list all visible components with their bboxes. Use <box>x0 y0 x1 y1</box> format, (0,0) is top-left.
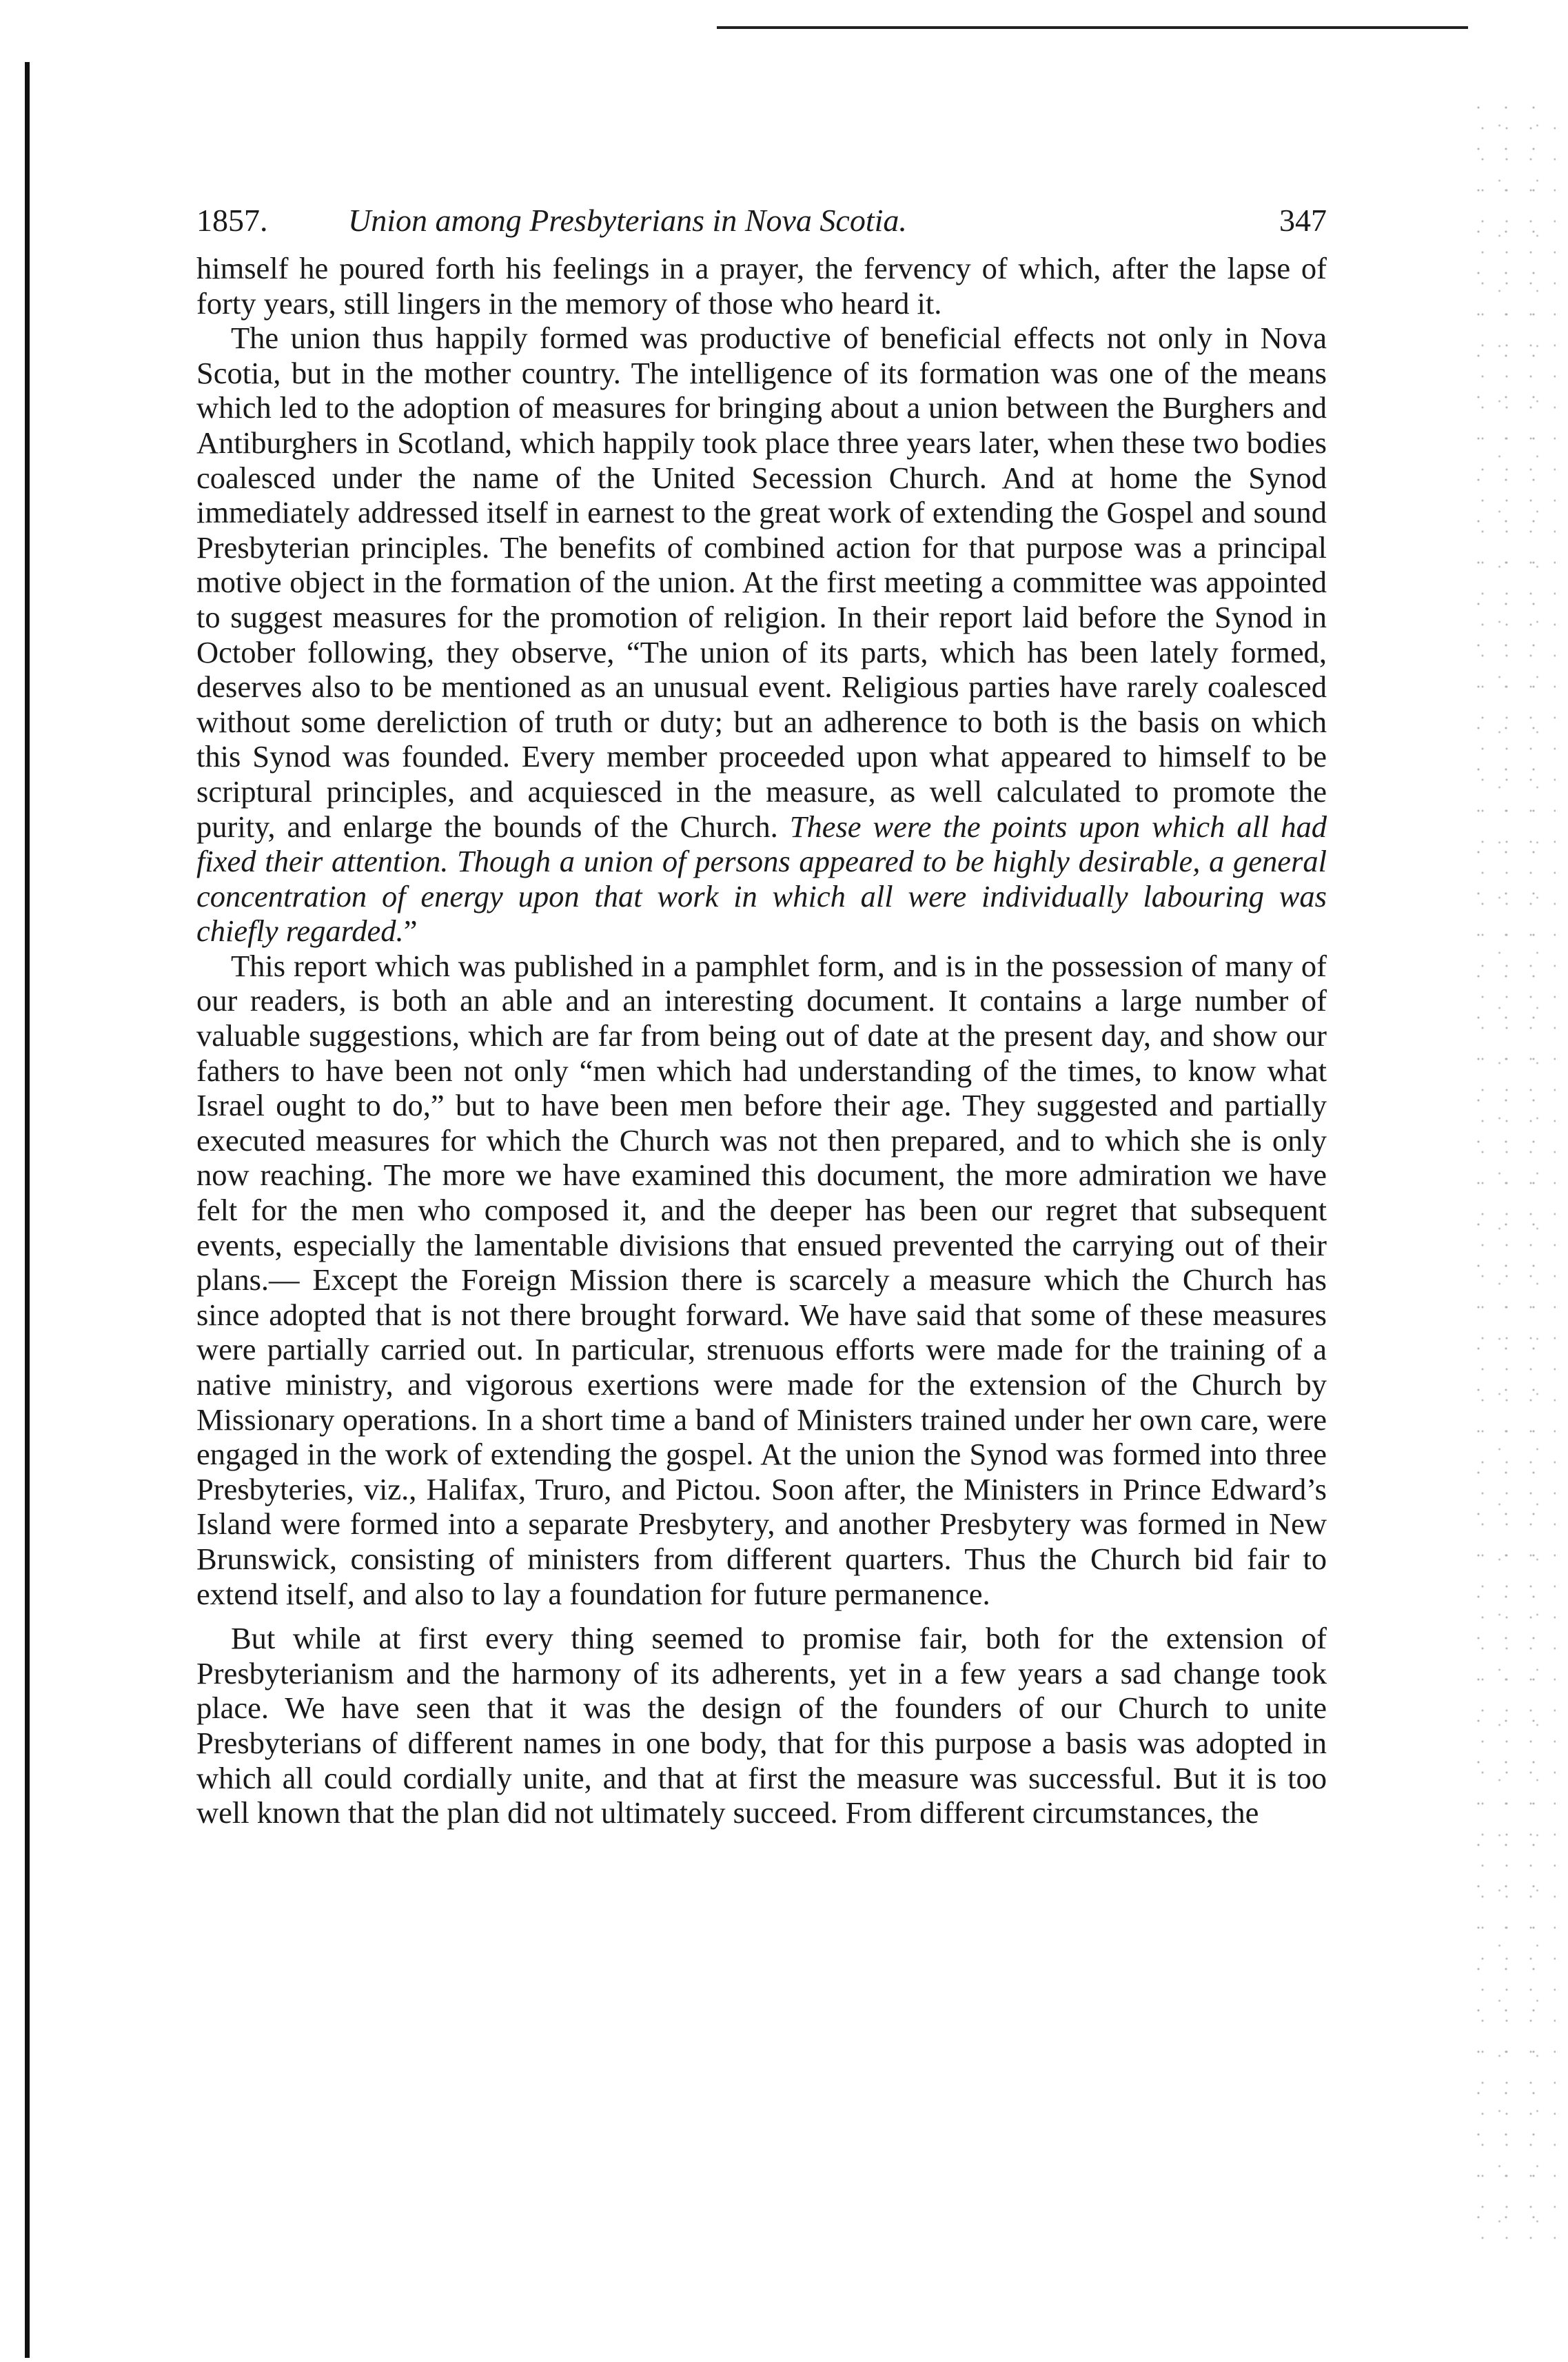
body-text <box>196 251 1327 1830</box>
paragraph-4: But while at first every thing seemed to promise fair, both for the extension of Presbyterianism and the harmony of its adherents, yet in a few years a sad change took place. We have seen that it was the design of the founders of our Church to unite Presbyterians of different names in one body, that for this purpose a basis was adopted in which all could cordially unite, and that at first the measure was successful. But it is too well known that the plan did not ultimately succeed. From different circumstances, the <box>196 1621 1327 1830</box>
paragraph-3: This report which was published in a pamphlet form, and is in the possession of many of our readers, is both an able and an interesting document. It contains a large number of valuable suggestions, which are far from being out of date at the present day, and show our fathers to have been not only “men which had understanding of the times, to know what Israel ought to do,” but to have been men before their age. They suggested and partially executed measures for which the Church was not then prepared, and to which she is only now reaching. The more we have examined this document, the more admiration we have felt for the men who composed it, and the deeper has been our regret that subsequent events, especially the lamentable divisions that ensued prevented the carrying out of their plans.— Except the Foreign Mission there is scarcely a measure which the Church has since adopted that is not there brought forward. We have said that some of these measures were partially carried out. In particular, strenuous efforts were made for the training of a native ministry, and vigorous exertions were made for the extension of the Church by Missionary operations. In a short time a band of Ministers trained under her own care, were engaged in the work of extending the gospel. At the union the Synod was formed into three Presbyteries, viz., Halifax, Truro, and Pictou. Soon after, the Ministers in Prince Edward’s Island were formed into a separate Presbytery, and another Presbytery was formed in New Brunswick, consisting of ministers from different quarters. Thus the Church bid fair to extend itself, and also to lay a foundation for future permanence. <box>196 948 1327 1611</box>
scan-edge-noise <box>1473 103 1556 2241</box>
paragraph-2-text: The union thus happily formed was productive of beneficial effects not only in Nova Scotia, but in the mother country. The intelligence of its formation was one of the means which led to the adoption of measures for bringing about a union between the Burghers and Antiburghers in Scotland, which happily took place three years later, when these two bodies coalesced under the name of the United Secession Church. And at home the Synod immediately addressed itself in earnest to the great work of extending the Gospel and sound Presbyterian principles. The benefits of combined action for that purpose was a principal motive object in the formation of the union. At the first meeting a committee was appointed to suggest measures for the promotion of religion. In their report laid before the Synod in October following, they observe, “The union of its parts, which has been lately formed, deserves also to be mentioned as an unusual event. Religious parties have rarely coalesced without some dereliction of truth or duty; but an adherence to both is the basis on which this Synod was founded. Every member proceeded upon what appeared to himself to be scriptural principles, and acquiesced in the measure, as well calculated to promote the purity, and enlarge the bounds of the Church. <box>196 321 1327 844</box>
paragraph-2 <box>196 321 1327 949</box>
paragraph-1: himself he poured forth his feelings in a prayer, the fervency of which, after the lapse of forty years, still lingers in the memory of those who heard it. <box>196 251 1327 321</box>
page-number: 347 <box>1279 203 1327 238</box>
page-content <box>196 193 1327 1830</box>
header-year: 1857. <box>196 203 268 238</box>
header-title: Union among Presbyterians in Nova Scotia. <box>348 203 907 238</box>
paragraph-2-closing-quote: ” <box>403 913 418 949</box>
paragraph-2-italic-quote: These were the points upon which all had fixed their attention. Though a union of persons appeared to be highly desirable, a general concentration of energy upon that work in which all were individually labouring was chiefly regarded. <box>196 809 1327 949</box>
running-header <box>196 193 1327 248</box>
page-gutter-line <box>25 62 30 2358</box>
top-rule <box>717 26 1468 29</box>
